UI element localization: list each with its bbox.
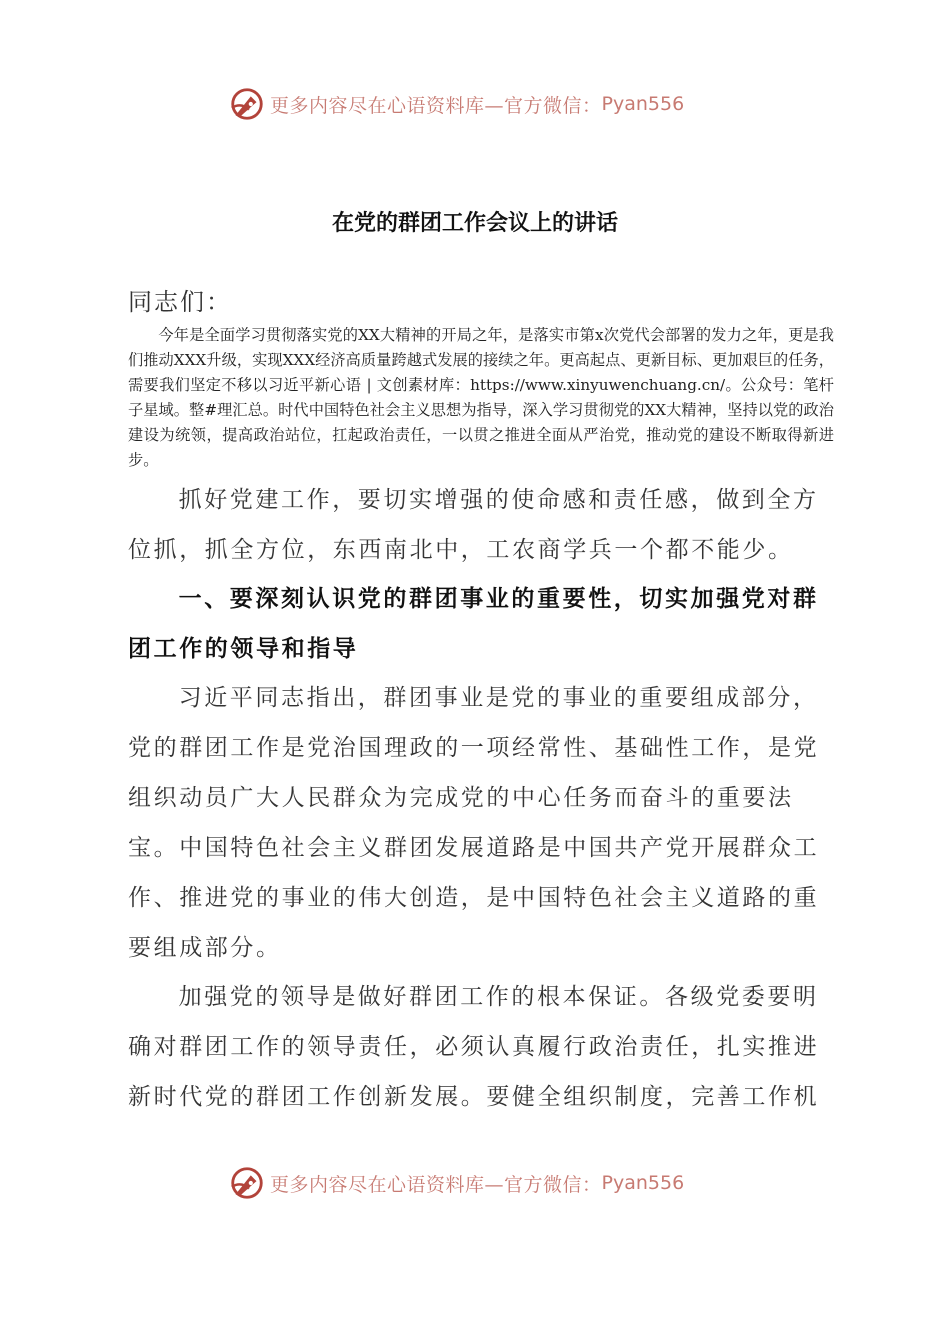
banner-text: 更多内容尽在心语资料库—官方微信：	[270, 1173, 602, 1196]
footer-banner	[228, 1163, 728, 1203]
banner-wechat-id: Pyan556	[601, 1172, 685, 1194]
pen-nib-logo-icon	[228, 1164, 266, 1202]
pen-nib-logo-icon	[228, 85, 266, 123]
header-banner	[228, 84, 728, 124]
paragraph-1: 抓好党建工作，要切实增强的使命感和责任感，做到全方位抓，抓全方位，东西南北中，工农商学兵一个都不能少。	[128, 487, 819, 563]
intro-paragraph: 今年是全面学习贯彻落实党的XX大精神的开局之年，是落实市第x次党代会部署的发力之年，更是我们推动XXX升级，实现XXX经济高质量跨越式发展的接续之年。更高起点、更新目标、更加艰巨的任务，需要我们坚定不移以习近平新心语 | 文创素材库：https://www.xinyuwenchuang.cn/。公众号：笔杆子星域。整#理汇总。时代中国特色社会主义思想为指导，深入学习贯彻党的XX大精神，坚持以党的政治建设为统领，提高政治站位，扛起政治责任，一以贯之推进全面从严治党，推动党的建设不断取得新进步。	[128, 326, 834, 469]
greeting: 同志们：	[128, 288, 232, 316]
paragraph-2: 习近平同志指出，群团事业是党的事业的重要组成部分，党的群团工作是党治国理政的一项经常性、基础性工作，是党组织动员广大人民群众为完成党的中心任务而奋斗的重要法宝。中国特色社会主义群团发展道路是中国共产党开展群众工作、推进党的事业的伟大创造，是中国特色社会主义道路的重要组成部分。	[128, 685, 820, 961]
paragraph-3: 加强党的领导是做好群团工作的根本保证。各级党委要明确对群团工作的领导责任，必须认真履行政治责任，扎实推进新时代党的群团工作创新发展。要健全组织制度，完善工作机	[128, 984, 820, 1110]
banner-text: 更多内容尽在心语资料库—官方微信：	[270, 94, 602, 117]
section-heading-1: 一、要深刻认识党的群团事业的重要性，切实加强党对群团工作的领导和指导	[128, 586, 819, 662]
banner-wechat-id: Pyan556	[601, 93, 685, 115]
page-title: 在党的群团工作会议上的讲话	[331, 211, 618, 236]
